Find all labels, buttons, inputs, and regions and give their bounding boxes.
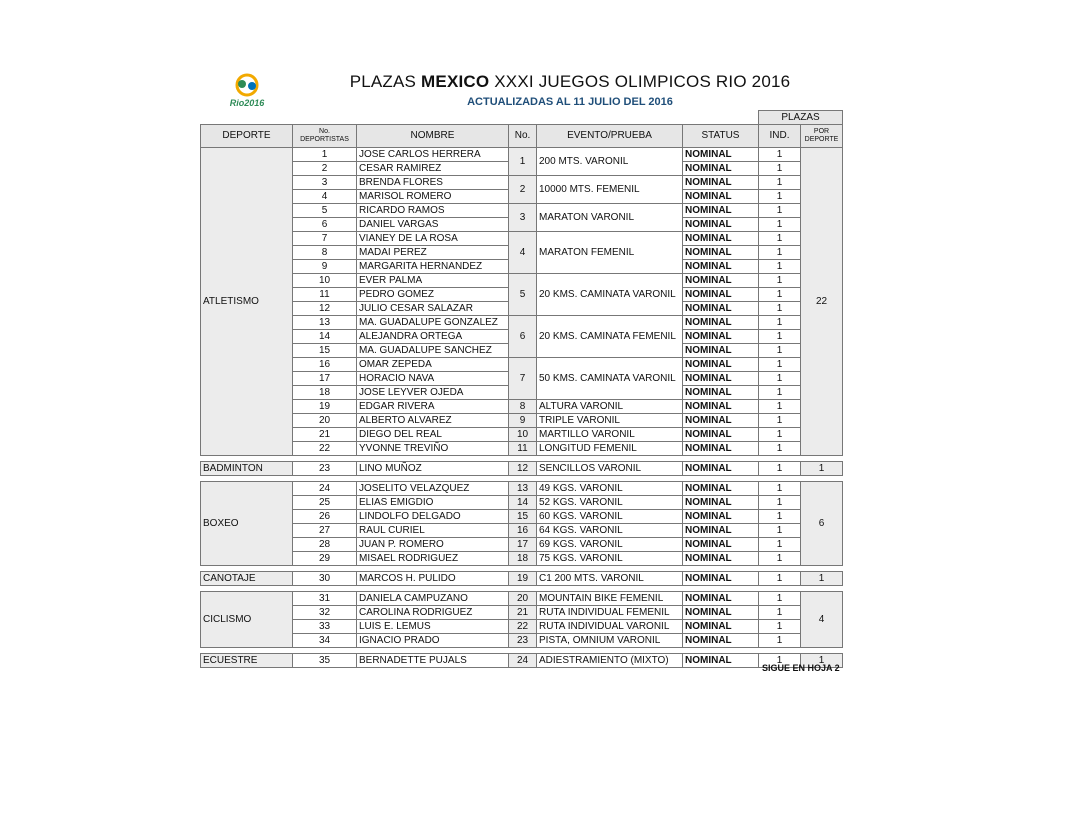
status-cell: NOMINAL — [683, 606, 759, 620]
status-cell: NOMINAL — [683, 190, 759, 204]
table-row — [201, 316, 843, 330]
status-cell: NOMINAL — [683, 442, 759, 456]
table-row — [201, 552, 843, 566]
athlete-name: ALEJANDRA ORTEGA — [357, 330, 509, 344]
table-body — [201, 148, 843, 668]
athlete-name: DANIELA CAMPUZANO — [357, 592, 509, 606]
ind-cell: 1 — [759, 462, 801, 476]
ind-cell: 1 — [759, 274, 801, 288]
athlete-number: 9 — [293, 260, 357, 274]
ind-cell: 1 — [759, 204, 801, 218]
header-row-group — [201, 111, 843, 125]
table-row — [201, 358, 843, 372]
ind-cell: 1 — [759, 176, 801, 190]
athlete-number: 28 — [293, 538, 357, 552]
ind-cell: 1 — [759, 218, 801, 232]
athlete-number: 2 — [293, 162, 357, 176]
ind-cell: 1 — [759, 620, 801, 634]
athlete-number: 12 — [293, 302, 357, 316]
athlete-name: MISAEL RODRIGUEZ — [357, 552, 509, 566]
status-cell: NOMINAL — [683, 552, 759, 566]
plazas-table — [200, 110, 843, 668]
event-name: MARATON FEMENIL — [537, 232, 683, 274]
col-no: No. — [509, 125, 537, 148]
table-row — [201, 462, 843, 476]
event-number: 5 — [509, 274, 537, 316]
ind-cell: 1 — [759, 302, 801, 316]
table-row — [201, 414, 843, 428]
athlete-number: 21 — [293, 428, 357, 442]
athlete-number: 31 — [293, 592, 357, 606]
status-cell: NOMINAL — [683, 496, 759, 510]
col-deporte: DEPORTE — [201, 125, 293, 148]
event-number: 9 — [509, 414, 537, 428]
athlete-name: IGNACIO PRADO — [357, 634, 509, 648]
athlete-number: 3 — [293, 176, 357, 190]
ind-cell: 1 — [759, 552, 801, 566]
status-cell: NOMINAL — [683, 344, 759, 358]
status-cell: NOMINAL — [683, 654, 759, 668]
athlete-name: MA. GUADALUPE SANCHEZ — [357, 344, 509, 358]
sport-name: CANOTAJE — [201, 572, 293, 586]
table-row — [201, 510, 843, 524]
athlete-number: 10 — [293, 274, 357, 288]
event-name: PISTA, OMNIUM VARONIL — [537, 634, 683, 648]
table-row — [201, 572, 843, 586]
ind-cell: 1 — [759, 372, 801, 386]
status-cell: NOMINAL — [683, 148, 759, 162]
event-name: 20 KMS. CAMINATA FEMENIL — [537, 316, 683, 358]
athlete-name: ALBERTO ALVAREZ — [357, 414, 509, 428]
event-number: 21 — [509, 606, 537, 620]
athlete-number: 4 — [293, 190, 357, 204]
event-name: RUTA INDIVIDUAL FEMENIL — [537, 606, 683, 620]
col-por-deporte: POR DEPORTE — [801, 125, 843, 148]
athlete-name: PEDRO GOMEZ — [357, 288, 509, 302]
event-number: 20 — [509, 592, 537, 606]
ind-cell: 1 — [759, 482, 801, 496]
ind-cell: 1 — [759, 634, 801, 648]
ind-cell: 1 — [759, 592, 801, 606]
athlete-number: 8 — [293, 246, 357, 260]
table-row — [201, 204, 843, 218]
sport-total: 1 — [801, 654, 843, 668]
athlete-number: 24 — [293, 482, 357, 496]
athlete-name: JOSE CARLOS HERRERA — [357, 148, 509, 162]
ind-cell: 1 — [759, 148, 801, 162]
event-name: RUTA INDIVIDUAL VARONIL — [537, 620, 683, 634]
athlete-number: 25 — [293, 496, 357, 510]
table-row — [201, 524, 843, 538]
ind-cell: 1 — [759, 358, 801, 372]
athlete-name: YVONNE TREVIÑO — [357, 442, 509, 456]
ind-cell: 1 — [759, 386, 801, 400]
table-row — [201, 592, 843, 606]
table-row — [201, 482, 843, 496]
ind-cell: 1 — [759, 496, 801, 510]
page-title — [300, 72, 840, 92]
sport-name: ECUESTRE — [201, 654, 293, 668]
ind-cell: 1 — [759, 162, 801, 176]
athlete-number: 11 — [293, 288, 357, 302]
athlete-name: JOSE LEYVER OJEDA — [357, 386, 509, 400]
athlete-name: ELIAS EMIGDIO — [357, 496, 509, 510]
ind-cell: 1 — [759, 246, 801, 260]
event-number: 17 — [509, 538, 537, 552]
athlete-number: 15 — [293, 344, 357, 358]
event-number: 19 — [509, 572, 537, 586]
event-number: 24 — [509, 654, 537, 668]
ind-cell: 1 — [759, 606, 801, 620]
table-row — [201, 148, 843, 162]
ind-cell: 1 — [759, 654, 801, 668]
logo-text: Rio2016 — [229, 98, 265, 108]
ind-cell: 1 — [759, 400, 801, 414]
status-cell: NOMINAL — [683, 462, 759, 476]
athlete-name: LUIS E. LEMUS — [357, 620, 509, 634]
athlete-number: 5 — [293, 204, 357, 218]
status-cell: NOMINAL — [683, 386, 759, 400]
table-row — [201, 634, 843, 648]
athlete-number: 32 — [293, 606, 357, 620]
athlete-number: 35 — [293, 654, 357, 668]
event-number: 3 — [509, 204, 537, 232]
event-number: 14 — [509, 496, 537, 510]
athlete-number: 7 — [293, 232, 357, 246]
athlete-number: 16 — [293, 358, 357, 372]
table-row — [201, 654, 843, 668]
status-cell: NOMINAL — [683, 176, 759, 190]
sport-name: CICLISMO — [201, 592, 293, 648]
athlete-number: 23 — [293, 462, 357, 476]
athlete-name: RAUL CURIEL — [357, 524, 509, 538]
event-name: MARTILLO VARONIL — [537, 428, 683, 442]
status-cell: NOMINAL — [683, 358, 759, 372]
status-cell: NOMINAL — [683, 428, 759, 442]
event-name: ALTURA VARONIL — [537, 400, 683, 414]
sport-total: 1 — [801, 572, 843, 586]
athlete-name: JOSELITO VELAZQUEZ — [357, 482, 509, 496]
athlete-name: OMAR ZEPEDA — [357, 358, 509, 372]
athlete-number: 20 — [293, 414, 357, 428]
table-row — [201, 620, 843, 634]
event-number: 23 — [509, 634, 537, 648]
athlete-number: 18 — [293, 386, 357, 400]
event-name: MOUNTAIN BIKE FEMENIL — [537, 592, 683, 606]
sport-total: 1 — [801, 462, 843, 476]
sport-name: ATLETISMO — [201, 148, 293, 456]
event-number: 8 — [509, 400, 537, 414]
col-ind: IND. — [759, 125, 801, 148]
event-name: LONGITUD FEMENIL — [537, 442, 683, 456]
event-name: 52 KGS. VARONIL — [537, 496, 683, 510]
athlete-name: BERNADETTE PUJALS — [357, 654, 509, 668]
status-cell: NOMINAL — [683, 274, 759, 288]
table-row — [201, 496, 843, 510]
athlete-number: 1 — [293, 148, 357, 162]
athlete-name: RICARDO RAMOS — [357, 204, 509, 218]
event-name: 50 KMS. CAMINATA VARONIL — [537, 358, 683, 400]
status-cell: NOMINAL — [683, 260, 759, 274]
table-row — [201, 538, 843, 552]
table-row — [201, 428, 843, 442]
status-cell: NOMINAL — [683, 414, 759, 428]
athlete-name: BRENDA FLORES — [357, 176, 509, 190]
athlete-number: 22 — [293, 442, 357, 456]
ind-cell: 1 — [759, 330, 801, 344]
athlete-number: 29 — [293, 552, 357, 566]
sport-name: BADMINTON — [201, 462, 293, 476]
status-cell: NOMINAL — [683, 204, 759, 218]
athlete-name: MARCOS H. PULIDO — [357, 572, 509, 586]
athlete-name: DANIEL VARGAS — [357, 218, 509, 232]
header-row — [201, 125, 843, 148]
athlete-name: MARISOL ROMERO — [357, 190, 509, 204]
event-number: 18 — [509, 552, 537, 566]
table-row — [201, 606, 843, 620]
table-row — [201, 232, 843, 246]
footer-note: SIGUE EN HOJA 2 — [762, 663, 840, 673]
ind-cell: 1 — [759, 414, 801, 428]
event-name: 20 KMS. CAMINATA VARONIL — [537, 274, 683, 316]
athlete-name: JULIO CESAR SALAZAR — [357, 302, 509, 316]
athlete-number: 17 — [293, 372, 357, 386]
athlete-name: CESAR RAMIREZ — [357, 162, 509, 176]
event-number: 16 — [509, 524, 537, 538]
status-cell: NOMINAL — [683, 572, 759, 586]
ind-cell: 1 — [759, 190, 801, 204]
ind-cell: 1 — [759, 288, 801, 302]
table-row — [201, 274, 843, 288]
col-nombre: NOMBRE — [357, 125, 509, 148]
athlete-name: EDGAR RIVERA — [357, 400, 509, 414]
title-prefix: PLAZAS — [349, 72, 417, 91]
table-row — [201, 400, 843, 414]
athlete-number: 19 — [293, 400, 357, 414]
athlete-name: EVER PALMA — [357, 274, 509, 288]
status-cell: NOMINAL — [683, 246, 759, 260]
athlete-name: CAROLINA RODRIGUEZ — [357, 606, 509, 620]
athlete-number: 27 — [293, 524, 357, 538]
col-status: STATUS — [683, 125, 759, 148]
event-name: 60 KGS. VARONIL — [537, 510, 683, 524]
event-name: 69 KGS. VARONIL — [537, 538, 683, 552]
athlete-name: JUAN P. ROMERO — [357, 538, 509, 552]
event-number: 7 — [509, 358, 537, 400]
status-cell: NOMINAL — [683, 592, 759, 606]
status-cell: NOMINAL — [683, 162, 759, 176]
ind-cell: 1 — [759, 538, 801, 552]
title-country: MEXICO — [421, 72, 490, 91]
athlete-name: HORACIO NAVA — [357, 372, 509, 386]
sport-name: BOXEO — [201, 482, 293, 566]
event-name: ADIESTRAMIENTO (MIXTO) — [537, 654, 683, 668]
status-cell: NOMINAL — [683, 218, 759, 232]
status-cell: NOMINAL — [683, 232, 759, 246]
status-cell: NOMINAL — [683, 330, 759, 344]
status-cell: NOMINAL — [683, 400, 759, 414]
ind-cell: 1 — [759, 442, 801, 456]
plazas-group-header: PLAZAS — [759, 111, 843, 125]
sport-total: 4 — [801, 592, 843, 648]
event-number: 12 — [509, 462, 537, 476]
event-name: MARATON VARONIL — [537, 204, 683, 232]
sport-total: 22 — [801, 148, 843, 456]
status-cell: NOMINAL — [683, 538, 759, 552]
event-number: 1 — [509, 148, 537, 176]
event-name: C1 200 MTS. VARONIL — [537, 572, 683, 586]
sport-total: 6 — [801, 482, 843, 566]
athlete-name: LINO MUÑOZ — [357, 462, 509, 476]
ind-cell: 1 — [759, 344, 801, 358]
status-cell: NOMINAL — [683, 372, 759, 386]
status-cell: NOMINAL — [683, 482, 759, 496]
event-name: 75 KGS. VARONIL — [537, 552, 683, 566]
status-cell: NOMINAL — [683, 316, 759, 330]
event-name: 49 KGS. VARONIL — [537, 482, 683, 496]
page-subtitle: ACTUALIZADAS AL 11 JULIO DEL 2016 — [467, 96, 673, 108]
ind-cell: 1 — [759, 316, 801, 330]
ind-cell: 1 — [759, 232, 801, 246]
athlete-number: 34 — [293, 634, 357, 648]
event-number: 15 — [509, 510, 537, 524]
athlete-number: 33 — [293, 620, 357, 634]
ind-cell: 1 — [759, 510, 801, 524]
athlete-number: 13 — [293, 316, 357, 330]
table-row — [201, 442, 843, 456]
status-cell: NOMINAL — [683, 302, 759, 316]
col-no-deportistas: No. DEPORTISTAS — [293, 125, 357, 148]
ind-cell: 1 — [759, 260, 801, 274]
athlete-number: 26 — [293, 510, 357, 524]
event-name: SENCILLOS VARONIL — [537, 462, 683, 476]
event-name: 10000 MTS. FEMENIL — [537, 176, 683, 204]
header-blank — [201, 111, 759, 125]
title-suffix: XXXI JUEGOS OLIMPICOS RIO 2016 — [494, 72, 791, 91]
event-number: 6 — [509, 316, 537, 358]
event-number: 22 — [509, 620, 537, 634]
ind-cell: 1 — [759, 572, 801, 586]
athlete-name: VIANEY DE LA ROSA — [357, 232, 509, 246]
status-cell: NOMINAL — [683, 524, 759, 538]
athlete-name: MADAI PEREZ — [357, 246, 509, 260]
table-row — [201, 176, 843, 190]
event-name: 64 KGS. VARONIL — [537, 524, 683, 538]
athlete-name: MARGARITA HERNANDEZ — [357, 260, 509, 274]
status-cell: NOMINAL — [683, 288, 759, 302]
col-evento: EVENTO/PRUEBA — [537, 125, 683, 148]
athlete-name: LINDOLFO DELGADO — [357, 510, 509, 524]
athlete-name: DIEGO DEL REAL — [357, 428, 509, 442]
athlete-name: MA. GUADALUPE GONZALEZ — [357, 316, 509, 330]
event-number: 11 — [509, 442, 537, 456]
status-cell: NOMINAL — [683, 634, 759, 648]
event-name: TRIPLE VARONIL — [537, 414, 683, 428]
ind-cell: 1 — [759, 428, 801, 442]
event-name: 200 MTS. VARONIL — [537, 148, 683, 176]
event-number: 13 — [509, 482, 537, 496]
status-cell: NOMINAL — [683, 510, 759, 524]
event-number: 4 — [509, 232, 537, 274]
event-number: 10 — [509, 428, 537, 442]
ind-cell: 1 — [759, 524, 801, 538]
athlete-number: 6 — [293, 218, 357, 232]
athlete-number: 30 — [293, 572, 357, 586]
status-cell: NOMINAL — [683, 620, 759, 634]
athlete-number: 14 — [293, 330, 357, 344]
event-number: 2 — [509, 176, 537, 204]
